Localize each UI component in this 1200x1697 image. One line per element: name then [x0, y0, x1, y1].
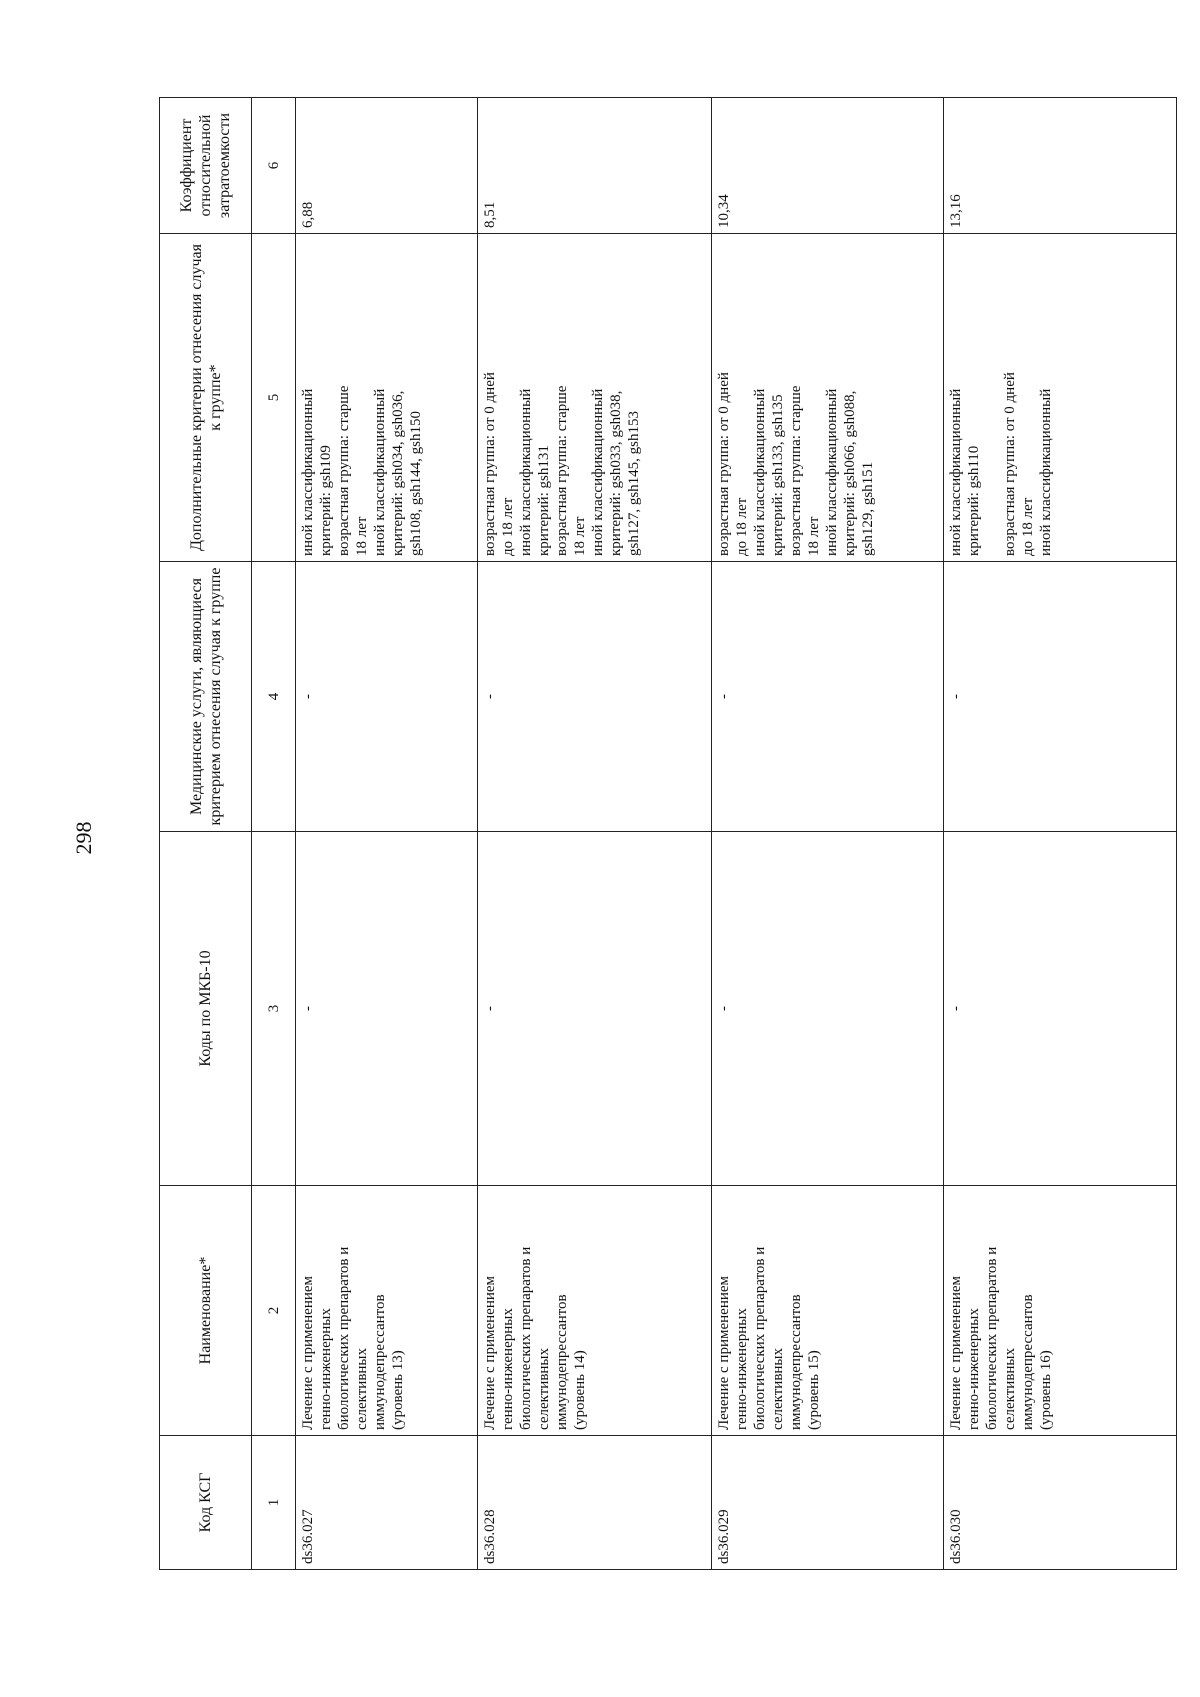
column-number: 6 — [252, 98, 296, 234]
name-line: генно-инженерных — [966, 1308, 982, 1430]
cell-coef: 13,16 — [944, 98, 1177, 234]
criteria-line: иной классификационный — [300, 388, 316, 556]
column-number: 1 — [252, 1436, 296, 1570]
name-line: Лечение с применением — [300, 1275, 316, 1430]
cell-criteria — [944, 234, 1177, 562]
name-line: генно-инженерных — [318, 1308, 334, 1430]
criteria-line: критерий: gsh034, gsh036, — [390, 390, 406, 556]
name-line: (уровень 14) — [572, 1350, 588, 1430]
name-line: (уровень 15) — [806, 1350, 822, 1430]
criteria-line: иной классификационный — [824, 388, 840, 556]
name-line: иммунодепрессантов — [788, 1294, 804, 1430]
criteria-line: 18 лет — [572, 516, 588, 556]
name-line: генно-инженерных — [500, 1308, 516, 1430]
criteria-line: критерий: gsh110 — [966, 445, 982, 556]
criteria-spacer — [983, 239, 1001, 556]
name-line: биологических препаратов и — [752, 1246, 768, 1430]
criteria-line: иной классификационный — [752, 388, 768, 556]
criteria-line: gsh129, gsh151 — [860, 461, 876, 556]
cell-mkb: - — [296, 832, 478, 1186]
criteria-line: критерий: gsh066, gsh088, — [842, 390, 858, 556]
cell-coef: 10,34 — [712, 98, 944, 234]
criteria-line: gsh108, gsh144, gsh150 — [408, 410, 424, 556]
name-line: иммунодепрессантов — [554, 1294, 570, 1430]
name-line: (уровень 16) — [1038, 1350, 1054, 1430]
name-line: (уровень 13) — [390, 1350, 406, 1430]
criteria-line: 18 лет — [806, 516, 822, 556]
criteria-line: 18 лет — [354, 516, 370, 556]
cell-mkb: - — [478, 832, 712, 1186]
cell-name — [712, 1186, 944, 1436]
criteria-line: иной классификационный — [372, 388, 388, 556]
ksg-table — [159, 97, 1177, 1570]
criteria-line: критерий: gsh109 — [318, 445, 334, 556]
cell-criteria — [712, 234, 944, 562]
name-line: Лечение с применением — [716, 1275, 732, 1430]
cell-mkb: - — [712, 832, 944, 1186]
header-row — [160, 98, 252, 1570]
name-line: Лечение с применением — [482, 1275, 498, 1430]
criteria-line: до 18 лет — [1020, 497, 1036, 556]
cell-coef: 6,88 — [296, 98, 478, 234]
cell-criteria — [478, 234, 712, 562]
name-line: биологических препаратов и — [984, 1246, 1000, 1430]
cell-services: - — [478, 562, 712, 832]
criteria-line: возрастная группа: от 0 дней — [1002, 372, 1018, 556]
cell-name — [944, 1186, 1177, 1436]
header-services: Медицинские услуги, являющиеся критерием отнесения случая к группе — [160, 562, 252, 832]
criteria-line: возрастная группа: от 0 дней — [716, 372, 732, 556]
name-line: биологических препаратов и — [518, 1246, 534, 1430]
name-line: селективных — [770, 1347, 786, 1430]
header-mkb: Коды по МКБ-10 — [160, 832, 252, 1186]
table-row — [296, 98, 478, 1570]
cell-criteria — [296, 234, 478, 562]
table-row — [712, 98, 944, 1570]
cell-services: - — [296, 562, 478, 832]
criteria-line: до 18 лет — [734, 497, 750, 556]
name-line: биологических препаратов и — [336, 1246, 352, 1430]
table-row — [478, 98, 712, 1570]
cell-code: ds36.028 — [478, 1436, 712, 1570]
criteria-line: иной классификационный — [948, 388, 964, 556]
cell-services: - — [944, 562, 1177, 832]
column-number: 5 — [252, 234, 296, 562]
criteria-line: иной классификационный — [518, 388, 534, 556]
name-line: селективных — [1002, 1347, 1018, 1430]
criteria-line: до 18 лет — [500, 497, 516, 556]
table-row — [944, 98, 1177, 1570]
cell-code: ds36.030 — [944, 1436, 1177, 1570]
cell-mkb: - — [944, 832, 1177, 1186]
cell-name — [478, 1186, 712, 1436]
column-number: 4 — [252, 562, 296, 832]
name-line: селективных — [354, 1347, 370, 1430]
cell-services: - — [712, 562, 944, 832]
cell-code: ds36.029 — [712, 1436, 944, 1570]
criteria-line: возрастная группа: старше — [336, 385, 352, 556]
criteria-line: иной классификационный — [590, 388, 606, 556]
header-code: Код КСГ — [160, 1436, 252, 1570]
header-coef: Коэффициент относительной затратоемкости — [160, 98, 252, 234]
criteria-line: критерий: gsh033, gsh038, — [608, 390, 624, 556]
column-number: 3 — [252, 832, 296, 1186]
page-number: 298 — [71, 821, 96, 855]
rotated-table-container — [159, 98, 1176, 1570]
name-line: Лечение с применением — [948, 1275, 964, 1430]
column-number: 2 — [252, 1186, 296, 1436]
cell-name — [296, 1186, 478, 1436]
cell-code: ds36.027 — [296, 1436, 478, 1570]
criteria-line: критерий: gsh131 — [536, 445, 552, 556]
criteria-line: возрастная группа: от 0 дней — [482, 372, 498, 556]
criteria-line: иной классификационный — [1038, 388, 1054, 556]
header-criteria: Дополнительные критерии отнесения случая к группе* — [160, 234, 252, 562]
name-line: селективных — [536, 1347, 552, 1430]
name-line: генно-инженерных — [734, 1308, 750, 1430]
criteria-line: gsh127, gsh145, gsh153 — [626, 410, 642, 556]
column-number-row — [252, 98, 296, 1570]
criteria-line: возрастная группа: старше — [788, 385, 804, 556]
name-line: иммунодепрессантов — [1020, 1294, 1036, 1430]
header-name: Наименование* — [160, 1186, 252, 1436]
criteria-line: возрастная группа: старше — [554, 385, 570, 556]
criteria-line: критерий: gsh133, gsh135 — [770, 394, 786, 556]
name-line: иммунодепрессантов — [372, 1294, 388, 1430]
cell-coef: 8,51 — [478, 98, 712, 234]
